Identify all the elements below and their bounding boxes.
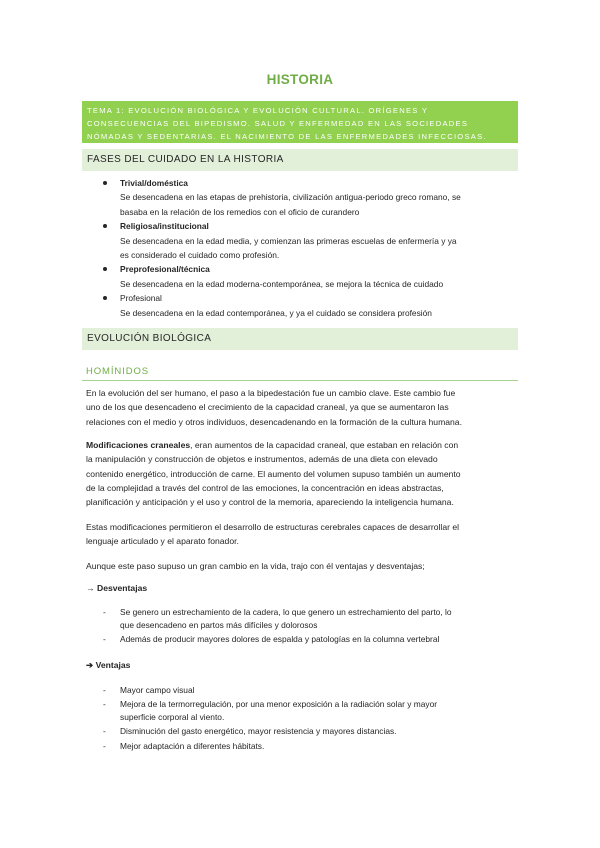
section-heading-phases: FASES DEL CUIDADO EN LA HISTORIA <box>82 149 518 171</box>
phase-item <box>82 176 522 219</box>
theme-banner <box>82 101 518 143</box>
paragraph-text: , eran aumentos de la capacidad craneal, que estaban en relación con <box>190 440 459 450</box>
paragraph-cranial <box>86 438 516 509</box>
paragraph-line: planificación y anticipación y el uso y control de la memoria, apareciendo la inteligencia humana. <box>86 497 454 508</box>
paragraph-line: relaciones con el medio y otros individuos, desencadenando en la formación de la cultura humana. <box>86 416 462 427</box>
list-item-line: que desencadeno en partos más difíciles y dolorosos <box>120 619 318 630</box>
subsection-rule <box>82 380 518 381</box>
bullet-icon <box>103 224 107 228</box>
phase-name: Religiosa/institucional <box>120 221 209 232</box>
list-item <box>86 606 518 632</box>
paragraph-line: Estas modificaciones permitieron el desarrollo de estructuras cerebrales capaces de desarrollar el <box>86 522 460 532</box>
phase-description: Se desencadena en la edad moderna-contemporánea, se mejora la técnica de cuidado <box>120 278 444 289</box>
paragraph-line: la manipulación y construcción de objetos e instrumentos, además de una dieta con elevado <box>86 454 438 465</box>
list-item <box>86 725 518 738</box>
dash-marker: - <box>103 740 106 751</box>
dash-marker: - <box>103 685 106 695</box>
paragraph-line: contenido energético, introducción de carne. El aumento del volumen supuso también un aumento <box>86 468 461 479</box>
bullet-icon <box>103 267 107 271</box>
advantages-heading: ➔ Ventajas <box>86 660 131 670</box>
bullet-icon <box>103 181 107 185</box>
dash-marker: - <box>103 607 106 617</box>
dash-marker: - <box>103 699 106 710</box>
list-item-line: Mayor campo visual <box>120 685 195 695</box>
list-item <box>86 698 518 724</box>
paragraph-structures <box>86 520 516 549</box>
phase-description: Se desencadena en la edad contemporánea, y ya el cuidado se considera profesión <box>120 307 432 318</box>
list-item <box>86 633 518 646</box>
theme-line: NÓMADAS Y SEDENTARIAS. EL NACIMIENTO DE LAS ENFERMEDADES INFECCIOSAS. <box>87 132 487 141</box>
disadvantages-list <box>86 606 518 647</box>
bold-term: Modificaciones craneales <box>86 440 191 450</box>
list-item-line: Mejor adaptación a diferentes hábitats. <box>120 740 265 751</box>
theme-line: CONSECUENCIAS DEL BIPEDISMO. SALUD Y ENFERMEDAD EN LAS SOCIEDADES <box>87 119 469 128</box>
paragraph-line: lenguaje articulado y el aparato fonador. <box>86 536 239 547</box>
list-item-line: Mejora de la termorregulación, por una menor exposición a la radiación solar y mayor <box>120 699 438 710</box>
phase-item <box>82 291 522 320</box>
list-item-line: Se genero un estrechamiento de la cadera, lo que genero un estrechamiento del parto, lo <box>120 607 452 617</box>
phase-item <box>82 219 522 262</box>
disadvantages-heading: → Desventajas <box>86 583 148 593</box>
list-item-line: superficie corporal al viento. <box>120 712 225 723</box>
advantages-list <box>86 684 518 754</box>
paragraph-line: de la complejidad a través del control de las emociones, la concentración en ideas abstractas, <box>86 482 444 493</box>
list-item-line: Además de producir mayores dolores de espalda y patologías en la columna vertebral <box>120 634 440 645</box>
phase-description: basaba en la relación de los remedios con el oficio de curandero <box>120 206 360 217</box>
bullet-icon <box>103 296 107 300</box>
phase-name: Profesional <box>120 293 162 304</box>
phase-description: Se desencadena en la edad media, y comienzan las primeras escuelas de enfermería y ya <box>120 235 457 246</box>
paragraph-bipedestation <box>86 386 516 429</box>
phase-description: es considerado el cuidado como profesión. <box>120 250 280 261</box>
list-item-line: Disminución del gasto energético, mayor resistencia y mayores distancias. <box>120 726 397 737</box>
list-item <box>86 684 518 697</box>
phase-name: Preprofesional/técnica <box>120 264 210 275</box>
paragraph-line: En la evolución del ser humano, el paso a la bipedestación fue un cambio clave. Este cambio fue <box>86 388 456 398</box>
dash-marker: - <box>103 726 106 737</box>
section-heading-evolution: EVOLUCIÓN BIOLÓGICA <box>82 328 518 350</box>
paragraph-tradeoffs: Aunque este paso supuso un gran cambio en la vida, trajo con él ventajas y desventajas; <box>86 561 425 571</box>
phase-name: Trivial/doméstica <box>120 178 188 188</box>
theme-line: TEMA 1: EVOLUCIÓN BIOLÓGICA Y EVOLUCIÓN CULTURAL. ORÍGENES Y <box>87 106 429 115</box>
page-title: HISTORIA <box>266 72 334 87</box>
phase-description: Se desencadena en las etapas de prehistoria, civilización antigua-periodo greco romano, se <box>120 192 461 203</box>
dash-marker: - <box>103 634 106 645</box>
subsection-heading: HOMÍNIDOS <box>86 366 149 377</box>
phase-item <box>82 262 522 291</box>
list-item <box>86 740 518 753</box>
phases-list <box>82 176 522 320</box>
paragraph-line: uno de los que desencadeno el crecimiento de la capacidad craneal, ya que se aumentaron las <box>86 402 449 413</box>
paragraph-line <box>86 438 516 452</box>
